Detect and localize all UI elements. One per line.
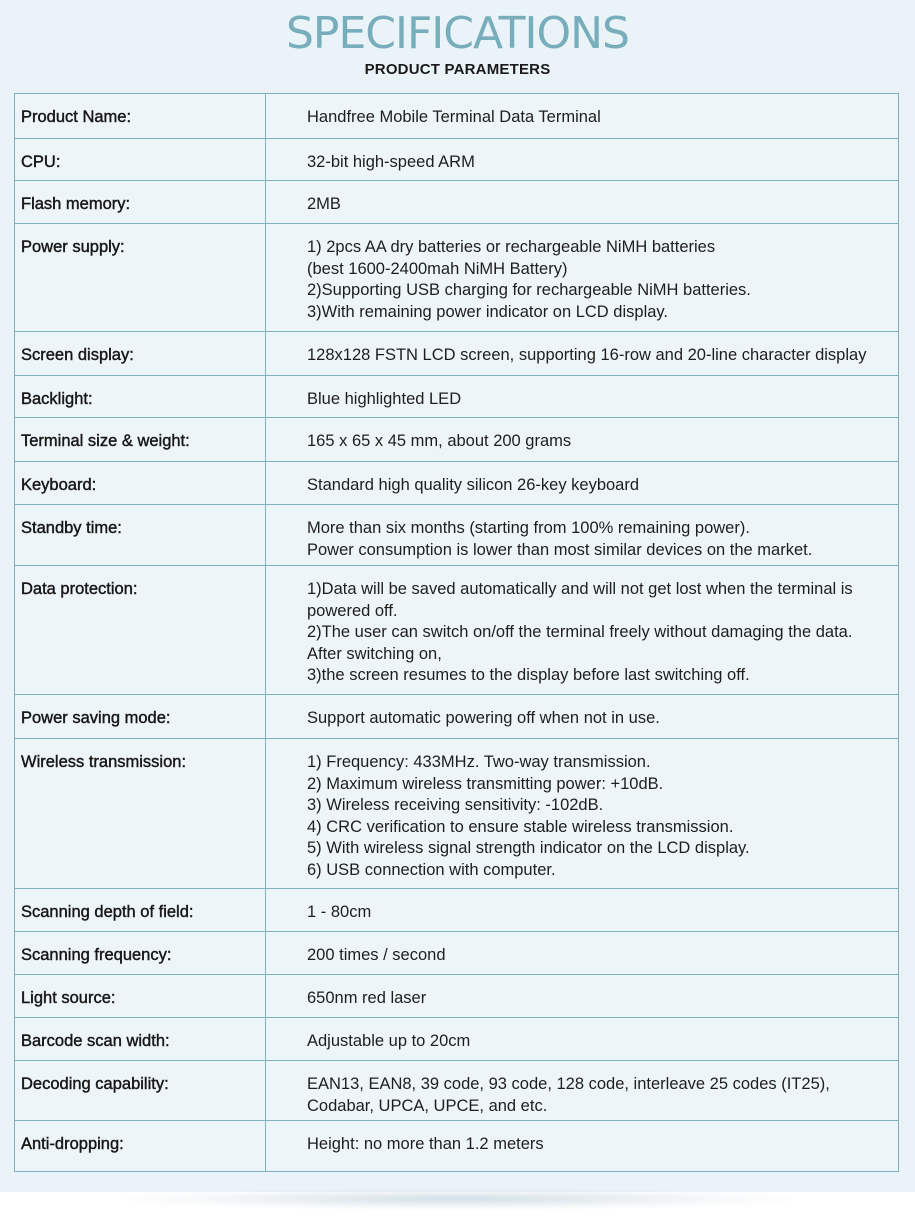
spec-label: Power saving mode: [15, 695, 266, 739]
spec-label: Standby time: [15, 505, 266, 566]
spec-row [15, 695, 899, 739]
spec-value [266, 376, 899, 418]
spec-value-line: Standard high quality silicon 26-key keyboard [307, 476, 640, 494]
spec-value-line: 1) Frequency: 433MHz. Two-way transmission. [307, 753, 651, 771]
spec-value-line: Blue highlighted LED [307, 390, 462, 408]
spec-row [15, 418, 899, 462]
spec-value [266, 1061, 899, 1121]
spec-value-line: 2MB [307, 195, 341, 213]
spec-value-line: 32-bit high-speed ARM [307, 153, 475, 171]
spec-value-line: Height: no more than 1.2 meters [307, 1135, 544, 1153]
spec-row [15, 181, 899, 224]
spec-value-line: 2)The user can switch on/off the terminal freely without damaging the data. [307, 623, 853, 641]
spec-value-line: 3)With remaining power indicator on LCD display. [307, 302, 669, 321]
spec-value-line: Handfree Mobile Terminal Data Terminal [307, 108, 601, 126]
spec-value [266, 505, 899, 566]
spec-row [15, 975, 899, 1018]
spec-label: Light source: [15, 975, 266, 1018]
page-title: SPECIFICATIONS [286, 8, 629, 59]
spec-label: Scanning depth of field: [15, 889, 266, 932]
spec-value [266, 462, 899, 505]
spec-value-line: 3)the screen resumes to the display before last switching off. [307, 666, 750, 684]
spec-row [15, 332, 899, 376]
spec-row [15, 505, 899, 566]
spec-label: Product Name: [15, 94, 266, 139]
spec-label: Barcode scan width: [15, 1018, 266, 1061]
spec-value-line: 1 - 80cm [307, 903, 372, 921]
spec-value-line: 4) CRC verification to ensure stable wireless transmission. [307, 817, 734, 836]
spec-value [266, 418, 899, 462]
spec-value-line: 6) USB connection with computer. [307, 860, 556, 879]
spec-value [266, 889, 899, 932]
spec-row [15, 739, 899, 889]
spec-value-line: 200 times / second [307, 946, 446, 964]
spec-row [15, 1121, 899, 1172]
spec-label: Power supply: [15, 224, 266, 332]
spec-label: Scanning frequency: [15, 932, 266, 975]
spec-label: CPU: [15, 139, 266, 181]
spec-value-line: 128x128 FSTN LCD screen, supporting 16-row and 20-line character display [307, 346, 867, 364]
spec-row [15, 462, 899, 505]
spec-table [14, 93, 899, 1172]
spec-value-line: Adjustable up to 20cm [307, 1032, 471, 1050]
spec-value [266, 1018, 899, 1061]
spec-value [266, 139, 899, 181]
spec-value [266, 94, 899, 139]
page-subtitle: PRODUCT PARAMETERS [364, 61, 551, 78]
spec-label: Anti-dropping: [15, 1121, 266, 1172]
spec-value-line: Power consumption is lower than most similar devices on the market. [307, 540, 813, 559]
spec-label: Data protection: [15, 566, 266, 695]
spec-value [266, 332, 899, 376]
spec-value [266, 224, 899, 332]
spec-value-line: 1) 2pcs AA dry batteries or rechargeable NiMH batteries [307, 238, 716, 256]
spec-row [15, 94, 899, 139]
spec-value-line: Support automatic powering off when not in use. [307, 709, 660, 727]
spec-value-line: 3) Wireless receiving sensitivity: -102dB. [307, 796, 604, 814]
spec-value-line: (best 1600-2400mah NiMH Battery) [307, 259, 568, 278]
spec-row [15, 139, 899, 181]
spec-value [266, 932, 899, 975]
spec-table-body [15, 94, 899, 1172]
spec-label: Keyboard: [15, 462, 266, 505]
spec-row [15, 224, 899, 332]
panel-shadow [120, 1188, 795, 1210]
spec-value-line: 1)Data will be saved automatically and will not get lost when the terminal is powered off. [307, 580, 853, 620]
spec-row [15, 566, 899, 695]
spec-value [266, 1121, 899, 1172]
spec-row [15, 889, 899, 932]
spec-value [266, 739, 899, 889]
spec-row [15, 376, 899, 418]
spec-value [266, 181, 899, 224]
spec-row [15, 1061, 899, 1121]
spec-value-line: 2) Maximum wireless transmitting power: +10dB. [307, 774, 664, 793]
spec-value-line: 5) With wireless signal strength indicator on the LCD display. [307, 839, 750, 857]
spec-value-line: EAN13, EAN8, 39 code, 93 code, 128 code, interleave 25 codes (IT25), [307, 1075, 830, 1093]
spec-value [266, 566, 899, 695]
spec-value-line: 2)Supporting USB charging for rechargeable NiMH batteries. [307, 281, 751, 299]
spec-label: Wireless transmission: [15, 739, 266, 889]
spec-value-line: 165 x 65 x 45 mm, about 200 grams [307, 432, 572, 450]
spec-label: Backlight: [15, 376, 266, 418]
spec-value-line: Codabar, UPCA, UPCE, and etc. [307, 1096, 548, 1115]
spec-label: Screen display: [15, 332, 266, 376]
spec-row [15, 932, 899, 975]
spec-label: Flash memory: [15, 181, 266, 224]
spec-row [15, 1018, 899, 1061]
spec-value-line: More than six months (starting from 100% remaining power). [307, 519, 750, 537]
spec-value [266, 695, 899, 739]
spec-label: Decoding capability: [15, 1061, 266, 1121]
spec-value-line: After switching on, [307, 644, 442, 663]
spec-value-line: 650nm red laser [307, 989, 427, 1007]
spec-label: Terminal size & weight: [15, 418, 266, 462]
spec-value [266, 975, 899, 1018]
